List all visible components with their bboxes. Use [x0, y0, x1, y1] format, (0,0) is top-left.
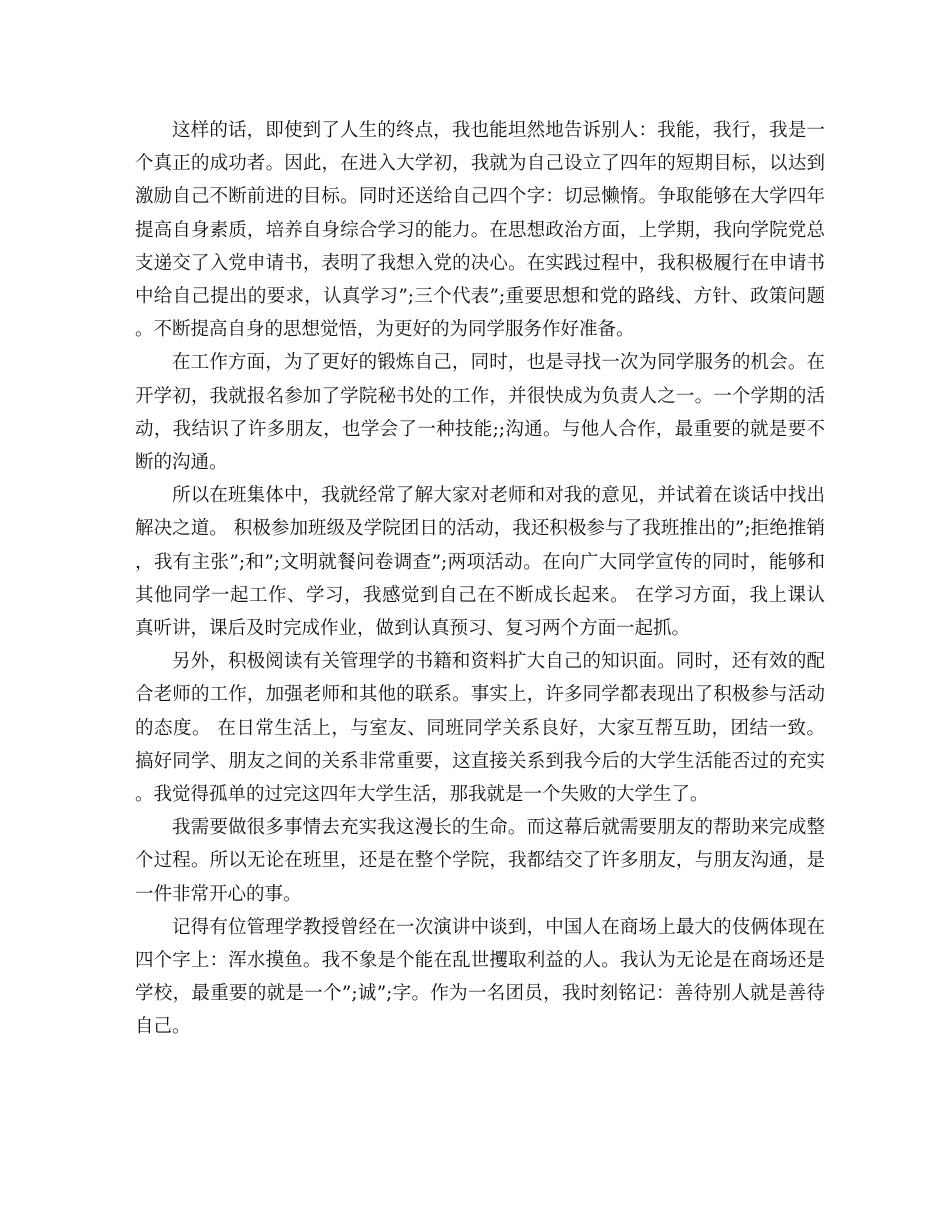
paragraph-1: 这样的话，即使到了人生的终点，我也能坦然地告诉别人：我能，我行，我是一个真正的成功者。因此，在进入大学初，我就为自己设立了四年的短期目标，以达到激励自己不断前进的目标。同时还送给自己四个字：切忌懒惰。争取能够在大学四年提高自身素质，培养自身综合学习的能力。在思想政治方面，上学期，我向学院党总支递交了入党申请书，表明了我想入党的决心。在实践过程中，我积极履行在申请书中给自己提出的要求，认真学习”;三个代表”;重要思想和党的路线、方针、政策问题。不断提高自身的思想觉悟，为更好的为同学服务作好准备。 — [135, 120, 825, 341]
paragraph-6: 记得有位管理学教授曾经在一次演讲中谈到，中国人在商场上最大的伎俩体现在四个字上：浑水摸鱼。我不象是个能在乱世攫取利益的人。我认为无论是在商场还是学校，最重要的就是一个”;诚”;字。作为一名团员，我时刻铭记：善待别人就是善待自己。 — [135, 916, 825, 1038]
paragraph-4: 另外，积极阅读有关管理学的书籍和资料扩大自己的知识面。同时，还有效的配合老师的工作，加强老师和其他的联系。事实上，许多同学都表现出了积极参与活动的态度。 在日常生活上，与室友、同班同学关系良好，大家互帮互助，团结一致。搞好同学、朋友之间的关系非常重要，这直接关系到我今后的大学生活能否过的充实。我觉得孤单的过完这四年大学生活，那我就是一个失败的大学生了。 — [135, 651, 825, 806]
paragraph-5: 我需要做很多事情去充实我这漫长的生命。而这幕后就需要朋友的帮助来完成整个过程。所以无论在班里，还是在整个学院，我都结交了许多朋友，与朋友沟通，是一件非常开心的事。 — [135, 817, 825, 905]
document-body — [135, 114, 825, 1044]
paragraph-2: 在工作方面，为了更好的锻炼自己，同时，也是寻找一次为同学服务的机会。在开学初，我就报名参加了学院秘书处的工作，并很快成为负责人之一。一个学期的活动，我结识了许多朋友，也学会了一种技能;;沟通。与他人合作，最重要的就是要不断的沟通。 — [135, 352, 825, 474]
paragraph-3: 所以在班集体中，我就经常了解大家对老师和对我的意见，并试着在谈话中找出解决之道。 积极参加班级及学院团日的活动，我还积极参与了我班推出的”;拒绝推销，我有主张”;和”;文明就餐问卷调查”;两项活动。在向广大同学宣传的同时，能够和其他同学一起工作、学习，我感觉到自己在不断成长起来。 在学习方面，我上课认真听讲，课后及时完成作业，做到认真预习、复习两个方面一起抓。 — [135, 485, 825, 640]
